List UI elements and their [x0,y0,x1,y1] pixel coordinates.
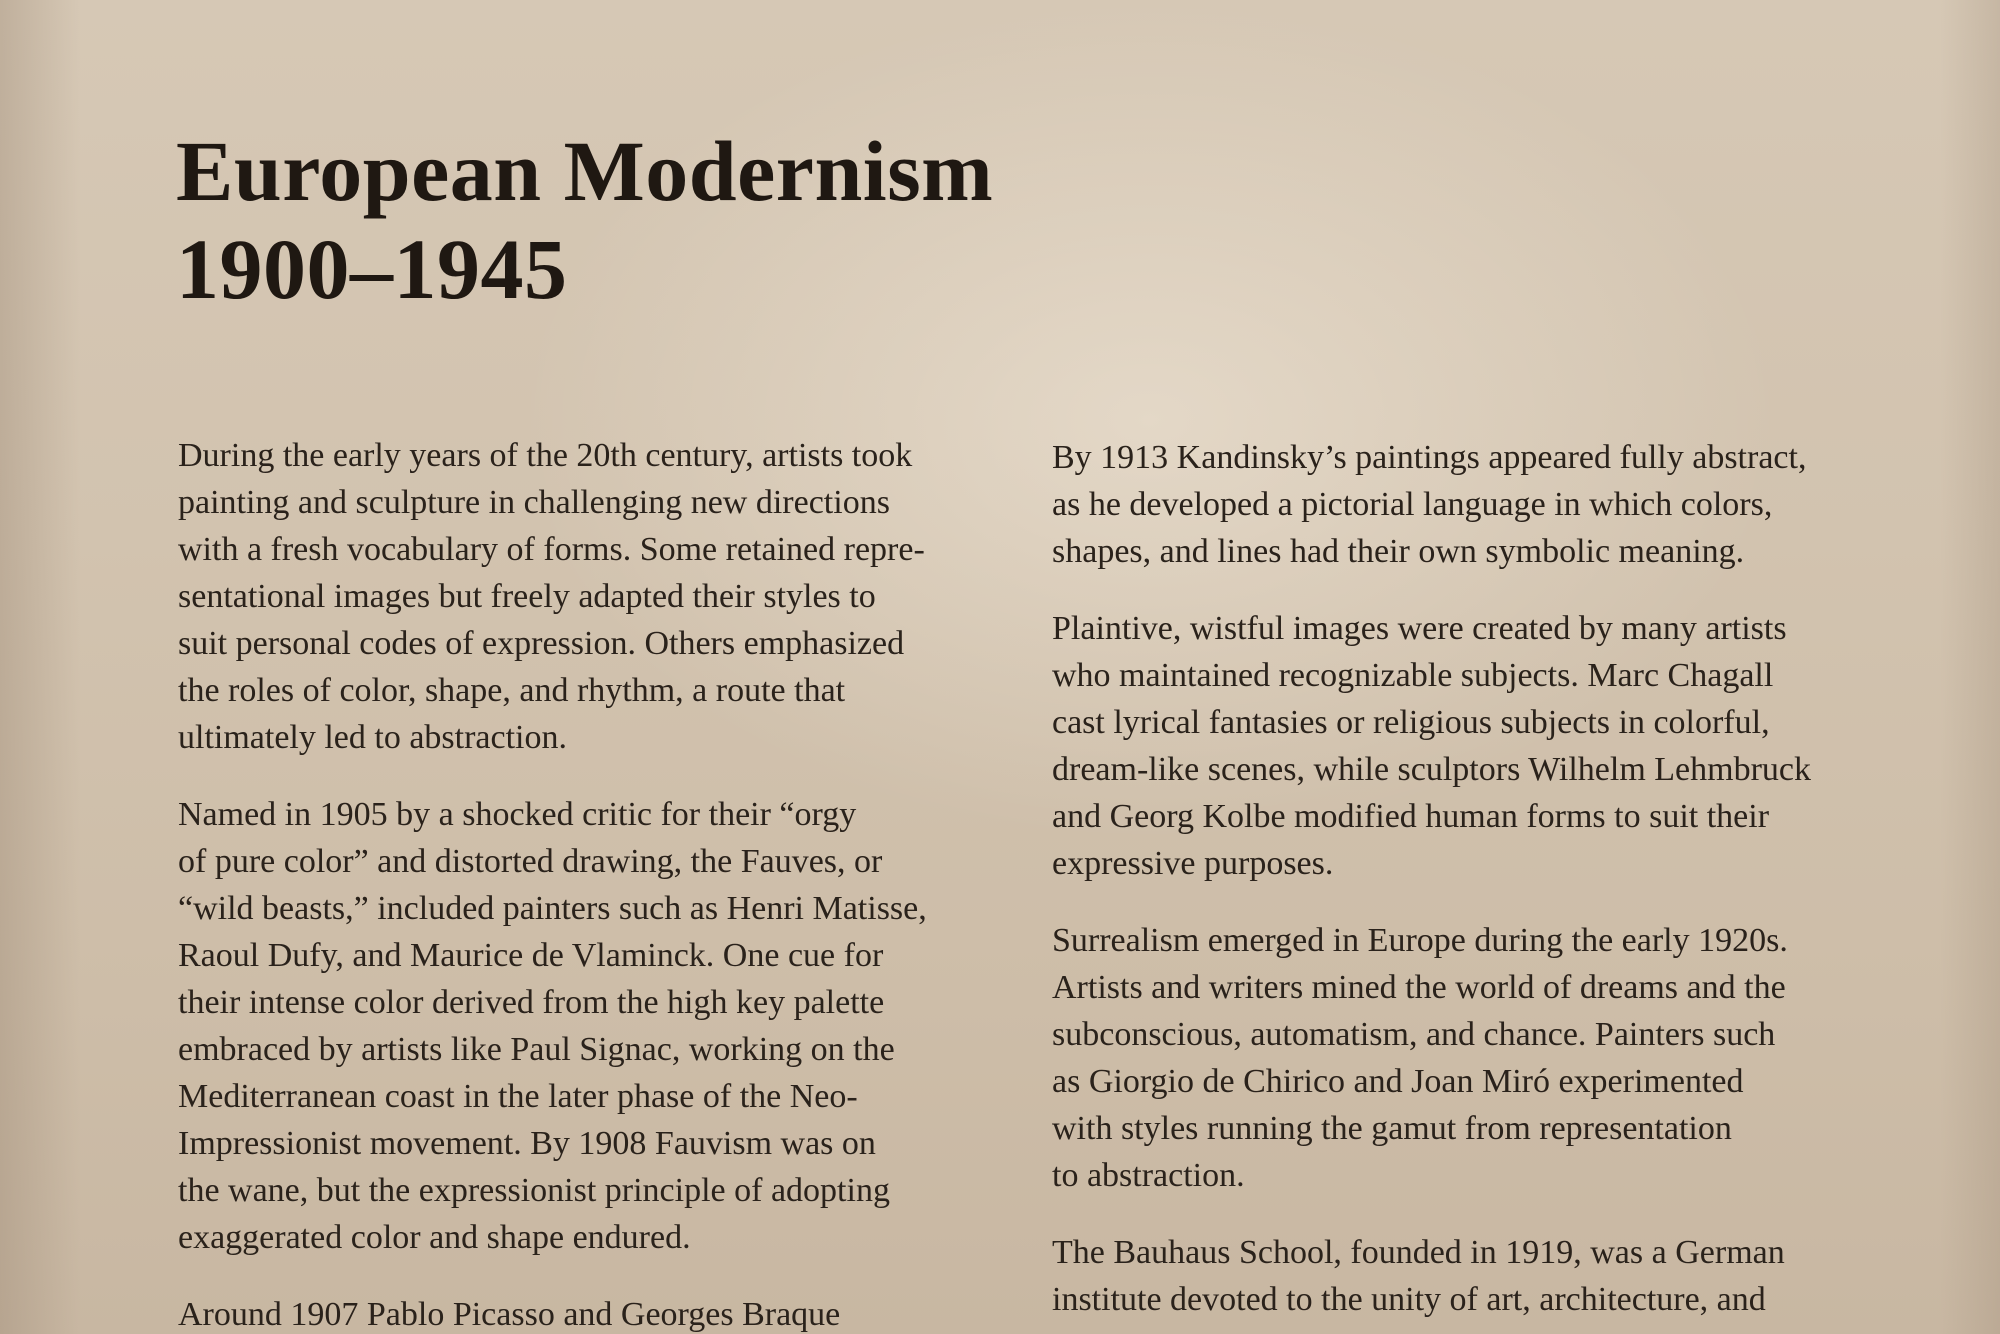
text-line: Around 1907 Pablo Picasso and Georges Braque [178,1296,841,1333]
text-line: institute devoted to the unity of art, architecture, and [1052,1281,1766,1318]
text-line: with styles running the gamut from representation [1052,1110,1732,1147]
text-line: Artists and writers mined the world of dreams and the [1052,969,1786,1006]
left-text-column [178,432,998,1334]
text-line: shapes, and lines had their own symbolic meaning. [1052,533,1745,570]
text-line: Raoul Dufy, and Maurice de Vlaminck. One cue for [178,937,884,974]
title-line-1: European Modernism [176,123,994,219]
text-line: subconscious, automatism, and chance. Painters such [1052,1016,1776,1053]
title-line-2: 1900–1945 [176,221,568,317]
text-line: their intense color derived from the high key palette [178,984,885,1021]
text-line: who maintained recognizable subjects. Marc Chagall [1052,657,1774,694]
text-line: suit personal codes of expression. Others emphasized [178,625,905,662]
paragraph-fauves [178,791,998,1261]
text-line: The Bauhaus School, founded in 1919, was a German [1052,1234,1785,1271]
text-line: Impressionist movement. By 1908 Fauvism was on [178,1125,876,1162]
text-line: sentational images but freely adapted their styles to [178,578,876,615]
right-text-column [1052,434,1882,1334]
text-line: with a fresh vocabulary of forms. Some retained repre- [178,531,925,568]
text-line: dream-like scenes, while sculptors Wilhelm Lehmbruck [1052,751,1812,788]
paragraph-plaintive [1052,605,1882,887]
text-line: During the early years of the 20th century, artists took [178,437,913,474]
text-line: painting and sculpture in challenging new directions [178,484,890,521]
paragraph-surrealism [1052,917,1882,1199]
text-line: Plaintive, wistful images were created by many artists [1052,610,1787,647]
text-line: cast lyrical fantasies or religious subjects in colorful, [1052,704,1770,741]
text-line: to abstraction. [1052,1157,1245,1194]
text-line: ultimately led to abstraction. [178,719,568,756]
panel-title [176,122,993,318]
text-line: as Giorgio de Chirico and Joan Miró experimented [1052,1063,1744,1100]
paragraph-intro [178,432,998,761]
paragraph-kandinsky [1052,434,1882,575]
paragraph-bauhaus [1052,1229,1882,1323]
text-line: exaggerated color and shape endured. [178,1219,691,1256]
text-line: Surrealism emerged in Europe during the early 1920s. [1052,922,1788,959]
text-line: By 1913 Kandinsky’s paintings appeared fully abstract, [1052,439,1807,476]
text-line: as he developed a pictorial language in which colors, [1052,486,1773,523]
text-line: embraced by artists like Paul Signac, working on the [178,1031,895,1068]
text-line: Named in 1905 by a shocked critic for their “orgy [178,796,857,833]
text-line: of pure color” and distorted drawing, the Fauves, or [178,843,883,880]
text-line: “wild beasts,” included painters such as Henri Matisse, [178,890,927,927]
text-line: and Georg Kolbe modified human forms to suit their [1052,798,1770,835]
text-line: expressive purposes. [1052,845,1334,882]
text-line: Mediterranean coast in the later phase of the Neo- [178,1078,858,1115]
paragraph-cubism [178,1291,998,1334]
text-line: the roles of color, shape, and rhythm, a route that [178,672,846,709]
text-line: the wane, but the expressionist principle of adopting [178,1172,890,1209]
